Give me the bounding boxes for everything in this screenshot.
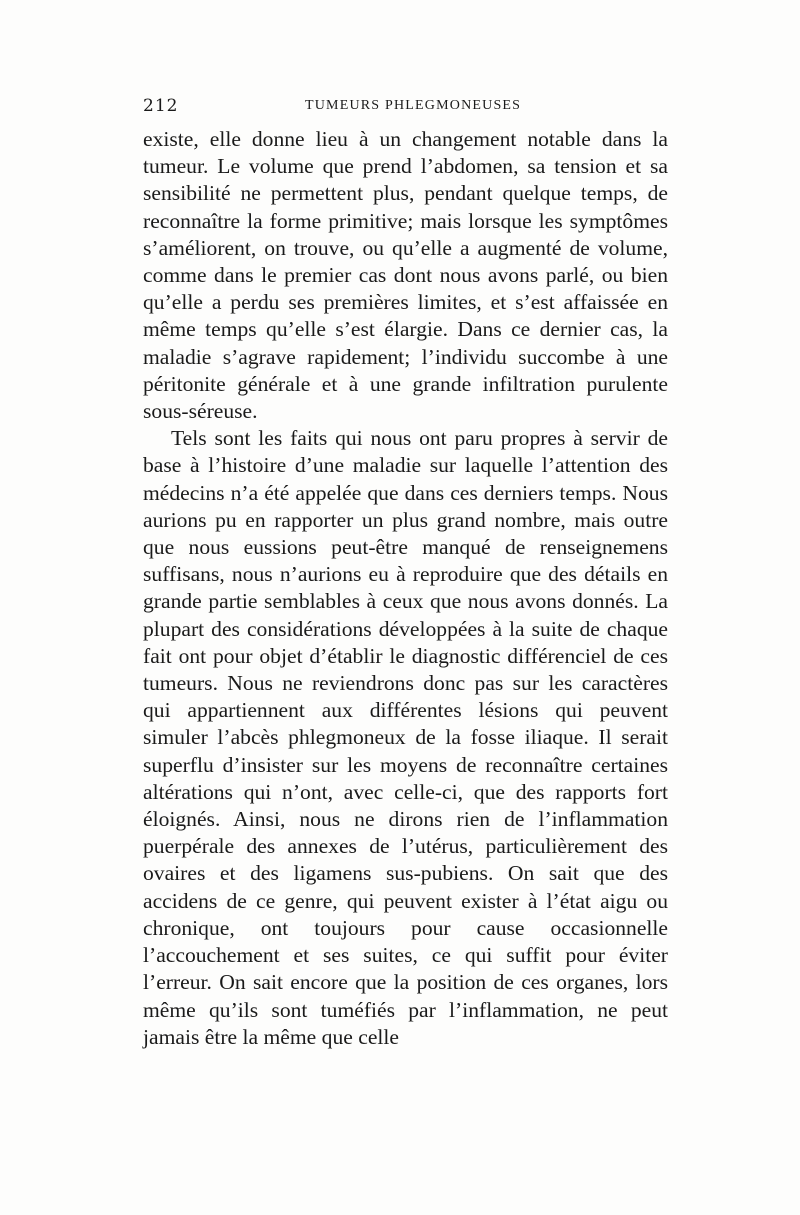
running-head	[143, 96, 673, 122]
paragraph-tels-sont-les-faits: Tels sont les faits qui nous ont paru propres à servir de base à l’histoire d’une maladie sur laquelle l’attention des médecins n’a été appelée que dans ces derniers temps. Nous aurions pu en rapporter un plus grand nombre, mais outre que nous eussions peut-être manqué de renseignemens suffisans, nous n’aurions eu à reproduire que des détails en grande partie semblables à ceux que nous avons donnés. La plupart des considérations développées à la suite de chaque fait ont pour objet d’établir le diagnostic différenciel de ces tumeurs. Nous ne reviendrons donc pas sur les caractères qui appartiennent aux différentes lésions qui peuvent simuler l’abcès phlegmoneux de la fosse iliaque. Il serait superflu d’insister sur les moyens de reconnaître certaines altérations qui n’ont, avec celle-ci, que des rapports fort éloignés. Ainsi, nous ne dirons rien de l’inflammation puerpérale des annexes de l’utérus, particulièrement des ovaires et des ligamens sus-pubiens. On sait que des accidens de ce genre, qui peuvent exister à l’état aigu ou chronique, ont toujours pour cause occasionnelle l’accouchement et ses suites, ce qui suffit pour éviter l’erreur. On sait encore que la position de ces organes, lors même qu’ils sont tuméfiés par l’inflammation, ne peut jamais être la même que celle	[143, 426, 668, 1049]
page-number: 212	[143, 96, 179, 116]
running-title: TUMEURS PHLEGMONEUSES	[305, 98, 522, 113]
paragraph-continuation: existe, elle donne lieu à un changement notable dans la tumeur. Le volume que prend l’abdomen, sa tension et sa sensibilité ne permettent plus, pendant quelque temps, de reconnaître la forme primitive; mais lorsque les symptômes s’améliorent, on trouve, ou qu’elle a augmenté de volume, comme dans le premier cas dont nous avons parlé, ou bien qu’elle a perdu ses premières limites, et s’est affaissée en même temps qu’elle s’est élargie. Dans ce dernier cas, la maladie s’agrave rapidement; l’individu succombe à une péritonite générale et à une grande infiltration purulente sous-séreuse.	[143, 127, 668, 424]
body-text	[143, 126, 668, 1051]
